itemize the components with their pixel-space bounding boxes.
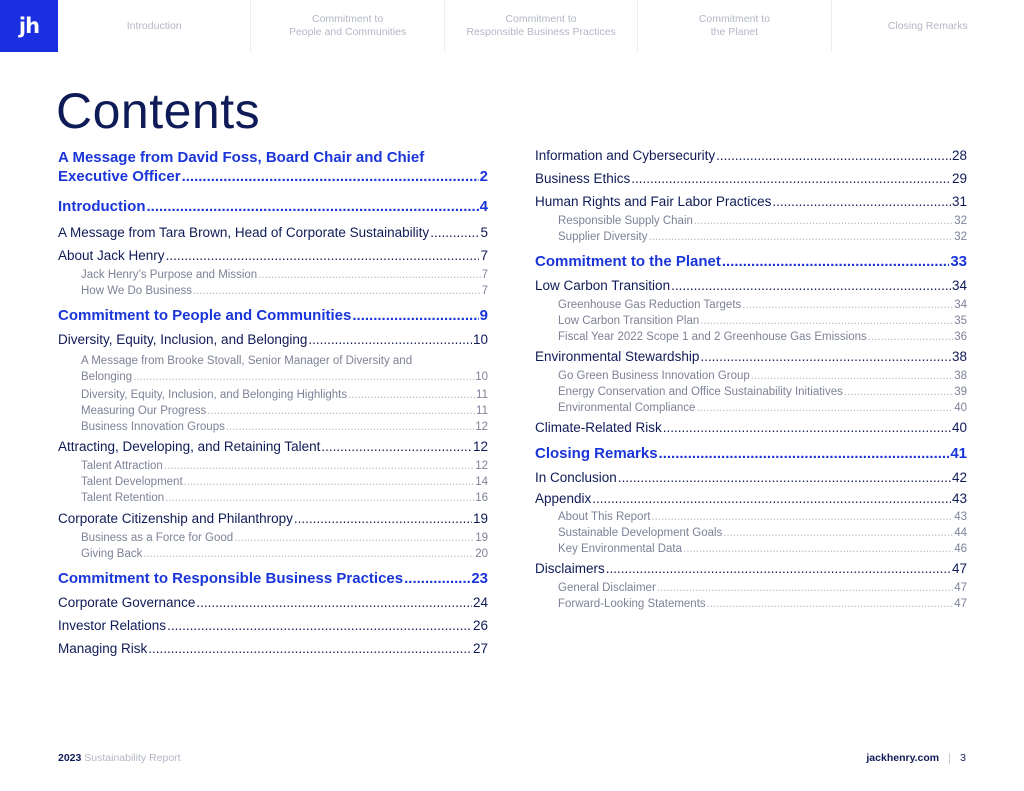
toc-entry-title: Diversity, Equity, Inclusion, and Belonging (58, 332, 308, 347)
toc-entry-title: Climate-Related Risk (535, 420, 662, 435)
toc-entry[interactable] (535, 349, 967, 364)
toc-entry-title: Go Green Business Innovation Group (558, 370, 750, 382)
footer-left (58, 752, 181, 764)
dot-leader (207, 405, 475, 417)
toc-subentry[interactable] (535, 511, 967, 523)
toc-page-number: 4 (479, 198, 488, 215)
toc-page-number: 10 (472, 332, 488, 347)
toc-entry-title: Attracting, Developing, and Retaining Talent (58, 439, 321, 454)
toc-subentry[interactable] (58, 353, 488, 385)
toc-page-number: 31 (951, 194, 967, 209)
toc-page-number: 32 (954, 231, 967, 243)
dot-leader (694, 215, 953, 227)
toc-entry-title: Giving Back (81, 548, 143, 560)
toc-entry-title: Environmental Compliance (558, 402, 696, 414)
jack-henry-logo[interactable]: jh (0, 0, 58, 52)
toc-section-heading[interactable] (58, 570, 488, 587)
dot-leader (294, 511, 472, 526)
dot-leader (716, 148, 951, 163)
toc-page-number: 43 (951, 491, 967, 506)
toc-subentry[interactable] (58, 548, 488, 560)
toc-section-heading[interactable] (58, 198, 488, 215)
toc-page-number: 14 (475, 476, 488, 488)
toc-page-number: 46 (954, 543, 967, 555)
toc-page-number: 27 (472, 641, 488, 656)
dot-leader (663, 420, 951, 435)
toc-page-number: 12 (475, 421, 488, 433)
footer-website-link[interactable]: jackhenry.com (866, 752, 940, 764)
toc-subentry[interactable] (58, 405, 488, 417)
tab-people-and-communities[interactable]: Commitment to People and Communities (251, 0, 444, 52)
page-number: 3 (960, 752, 966, 764)
dot-leader (700, 315, 953, 327)
toc-entry[interactable] (58, 511, 488, 526)
toc-page-number: 23 (471, 570, 488, 587)
toc-entry[interactable] (535, 194, 967, 209)
toc-page-number: 19 (472, 511, 488, 526)
dot-leader (308, 332, 472, 347)
toc-entry-title: Diversity, Equity, Inclusion, and Belonging Highlights (81, 389, 348, 401)
toc-page-number: 43 (954, 511, 967, 523)
dot-leader (226, 421, 474, 433)
toc-entry[interactable] (535, 491, 967, 506)
toc-page-number: 32 (954, 215, 967, 227)
toc-entry-title: Business Ethics (535, 171, 631, 186)
dot-leader (696, 402, 953, 414)
dot-leader (143, 548, 474, 560)
toc-entry-title: General Disclaimer (558, 582, 656, 594)
toc-page-number: 39 (954, 386, 967, 398)
toc-page-number: 44 (954, 527, 967, 539)
dot-leader (164, 460, 474, 472)
page-footer (58, 752, 966, 764)
toc-subentry[interactable] (58, 532, 488, 544)
toc-section-heading[interactable] (535, 445, 967, 462)
toc-entry-title: Closing Remarks (535, 445, 658, 462)
toc-page-number: 7 (481, 269, 488, 281)
toc-entry[interactable] (58, 595, 488, 610)
toc-entry-title: Corporate Governance (58, 595, 196, 610)
dot-leader (844, 386, 953, 398)
toc-entry[interactable] (58, 439, 488, 454)
toc-subentry[interactable] (535, 231, 967, 243)
toc-entry[interactable] (535, 148, 967, 163)
toc-page-number: 36 (954, 331, 967, 343)
toc-subentry[interactable] (535, 215, 967, 227)
toc-page-number: 19 (475, 532, 488, 544)
dot-leader (631, 171, 951, 186)
dot-leader (234, 532, 474, 544)
dot-leader (592, 491, 951, 506)
toc-subentry[interactable] (58, 421, 488, 433)
toc-page-number: 7 (481, 285, 488, 297)
footer-year: 2023 (58, 752, 82, 764)
dot-leader (193, 285, 481, 297)
toc-page-number: 24 (472, 595, 488, 610)
toc-entry-title: Talent Attraction (81, 460, 163, 472)
footer-right (866, 752, 966, 764)
toc-entry[interactable] (535, 470, 967, 485)
toc-entry-title: Human Rights and Fair Labor Practices (535, 194, 772, 209)
toc-page-number: 42 (951, 470, 967, 485)
toc-entry-title: Commitment to Responsible Business Practices (58, 570, 404, 587)
toc-entry-title: Commitment to People and Communities (58, 307, 352, 324)
toc-entry-title: Corporate Citizenship and Philanthropy (58, 511, 293, 526)
toc-entry-title: Responsible Supply Chain (558, 215, 693, 227)
toc-subentry[interactable] (535, 299, 967, 311)
toc-entry-title: Talent Retention (81, 492, 165, 504)
toc-page-number: 20 (475, 548, 488, 560)
toc-page-number: 47 (951, 561, 967, 576)
dot-leader (707, 598, 954, 610)
dot-leader (722, 253, 949, 270)
toc-page-number: 11 (476, 405, 488, 417)
toc-entry-title: Low Carbon Transition Plan (558, 315, 700, 327)
dot-leader (184, 476, 475, 488)
toc-entry-title: A Message from Tara Brown, Head of Corporate Sustainability (58, 225, 430, 240)
toc-subentry[interactable] (535, 386, 967, 398)
toc-page-number: 5 (480, 225, 488, 240)
dot-leader (133, 369, 474, 385)
top-navigation (0, 0, 1024, 52)
dot-leader (352, 307, 478, 324)
toc-entry-title: In Conclusion (535, 470, 617, 485)
tab-closing-remarks[interactable]: Closing Remarks (887, 19, 968, 32)
toc-entry-title: Belonging (81, 371, 133, 383)
footer-divider (949, 753, 950, 764)
dot-leader (166, 248, 480, 263)
dot-leader (430, 225, 479, 240)
toc-entry-title: Greenhouse Gas Reduction Targets (558, 299, 742, 311)
toc-entry-title: Low Carbon Transition (535, 278, 671, 293)
toc-page-number: 41 (950, 445, 967, 462)
section-tabs (58, 0, 1024, 52)
toc-entry-title: Information and Cybersecurity (535, 148, 716, 163)
toc-subentry[interactable] (58, 476, 488, 488)
dot-leader (258, 269, 480, 281)
toc-page-number: 16 (475, 492, 488, 504)
toc-entry-title: Investor Relations (58, 618, 167, 633)
toc-page-number: 47 (954, 582, 967, 594)
toc-entry-title: Talent Development (81, 476, 183, 488)
tab-the-planet[interactable]: Commitment to the Planet (638, 0, 831, 52)
toc-entry-title: How We Do Business (81, 285, 192, 297)
toc-section-heading[interactable] (58, 148, 488, 186)
dot-leader (651, 511, 953, 523)
toc-entry-title: Commitment to the Planet (535, 253, 721, 270)
toc-entry[interactable] (58, 641, 488, 656)
toc-entry-title: Sustainable Development Goals (558, 527, 723, 539)
toc-page-number: 10 (475, 371, 488, 383)
dot-leader (671, 278, 951, 293)
dot-leader (348, 389, 475, 401)
toc-page-number: 33 (950, 253, 967, 270)
dot-leader (657, 582, 953, 594)
toc-page-number: 2 (479, 168, 488, 185)
toc-entry-title: Business Innovation Groups (81, 421, 225, 433)
toc-subentry[interactable] (535, 543, 967, 555)
dot-leader (723, 527, 953, 539)
toc-entry-line: A Message from Brooke Stovall, Senior Manager of Diversity and (81, 355, 413, 367)
toc-entry-title: About This Report (558, 511, 651, 523)
toc-page-number: 38 (951, 349, 967, 364)
toc-entry[interactable] (58, 618, 488, 633)
dot-leader (659, 445, 950, 462)
dot-leader (700, 349, 951, 364)
toc-page-number: 35 (954, 315, 967, 327)
toc-entry[interactable] (58, 225, 488, 240)
toc-right-column (535, 148, 967, 610)
toc-entry-title: Supplier Diversity (558, 231, 648, 243)
toc-entry-title: Introduction (58, 198, 146, 215)
toc-entry-title: Disclaimers (535, 561, 605, 576)
toc-subentry[interactable] (58, 285, 488, 297)
toc-entry[interactable] (58, 248, 488, 263)
toc-page-number: 7 (480, 248, 488, 263)
dot-leader (146, 198, 478, 215)
toc-page-number: 11 (476, 389, 488, 401)
dot-leader (196, 595, 472, 610)
toc-entry-title: Forward-Looking Statements (558, 598, 706, 610)
toc-section-heading[interactable] (535, 253, 967, 270)
toc-entry[interactable] (58, 332, 488, 347)
toc-page-number: 29 (951, 171, 967, 186)
toc-left-column (58, 148, 488, 656)
toc-entry-title: Energy Conservation and Office Sustainability Initiatives (558, 386, 843, 398)
toc-entry[interactable] (535, 278, 967, 293)
toc-entry-title: Jack Henry’s Purpose and Mission (81, 269, 258, 281)
toc-subentry[interactable] (535, 315, 967, 327)
toc-subentry[interactable] (535, 582, 967, 594)
dot-leader (751, 370, 953, 382)
toc-page-number: 34 (954, 299, 967, 311)
dot-leader (618, 470, 951, 485)
toc-page-number: 9 (479, 307, 488, 324)
toc-entry-title: Environmental Stewardship (535, 349, 700, 364)
toc-page-number: 34 (951, 278, 967, 293)
toc-entry[interactable] (535, 171, 967, 186)
toc-subentry[interactable] (535, 402, 967, 414)
toc-entry-title: Key Environmental Data (558, 543, 683, 555)
toc-entry-title: Measuring Our Progress (81, 405, 207, 417)
toc-subentry[interactable] (535, 370, 967, 382)
toc-page-number: 40 (954, 402, 967, 414)
toc-entry-title: Managing Risk (58, 641, 148, 656)
toc-subentry[interactable] (58, 389, 488, 401)
footer-report-name: Sustainability Report (84, 752, 181, 764)
dot-leader (742, 299, 953, 311)
toc-subentry[interactable] (535, 527, 967, 539)
tab-introduction[interactable]: Introduction (58, 0, 251, 52)
toc-subentry[interactable] (58, 492, 488, 504)
dot-leader (648, 231, 953, 243)
toc-page-number: 12 (475, 460, 488, 472)
toc-page-number: 47 (954, 598, 967, 610)
dot-leader (148, 641, 472, 656)
toc-entry-title: About Jack Henry (58, 248, 165, 263)
toc-page-number: 12 (472, 439, 488, 454)
toc-entry-title: Business as a Force for Good (81, 532, 234, 544)
toc-subentry[interactable] (58, 460, 488, 472)
toc-entry-title: Executive Officer (58, 168, 181, 185)
dot-leader (321, 439, 472, 454)
toc-page-number: 40 (951, 420, 967, 435)
toc-entry[interactable] (535, 420, 967, 435)
dot-leader (182, 167, 479, 186)
toc-entry-title: Appendix (535, 491, 592, 506)
dot-leader (606, 561, 951, 576)
toc-page-number: 26 (472, 618, 488, 633)
toc-page-number: 28 (951, 148, 967, 163)
toc-entry-line: A Message from David Foss, Board Chair and Chief (58, 149, 425, 166)
dot-leader (683, 543, 953, 555)
toc-subentry[interactable] (535, 598, 967, 610)
page-title: Contents (56, 83, 261, 139)
toc-subentry[interactable] (535, 331, 967, 343)
dot-leader (165, 492, 474, 504)
dot-leader (404, 570, 470, 587)
dot-leader (772, 194, 951, 209)
toc-entry-title: Fiscal Year 2022 Scope 1 and 2 Greenhouse Gas Emissions (558, 331, 867, 343)
toc-subentry[interactable] (58, 269, 488, 281)
dot-leader (167, 618, 472, 633)
toc-entry[interactable] (535, 561, 967, 576)
toc-section-heading[interactable] (58, 307, 488, 324)
dot-leader (868, 331, 953, 343)
tab-responsible-business-practices[interactable]: Commitment to Responsible Business Practices (445, 0, 638, 52)
toc-page-number: 38 (954, 370, 967, 382)
